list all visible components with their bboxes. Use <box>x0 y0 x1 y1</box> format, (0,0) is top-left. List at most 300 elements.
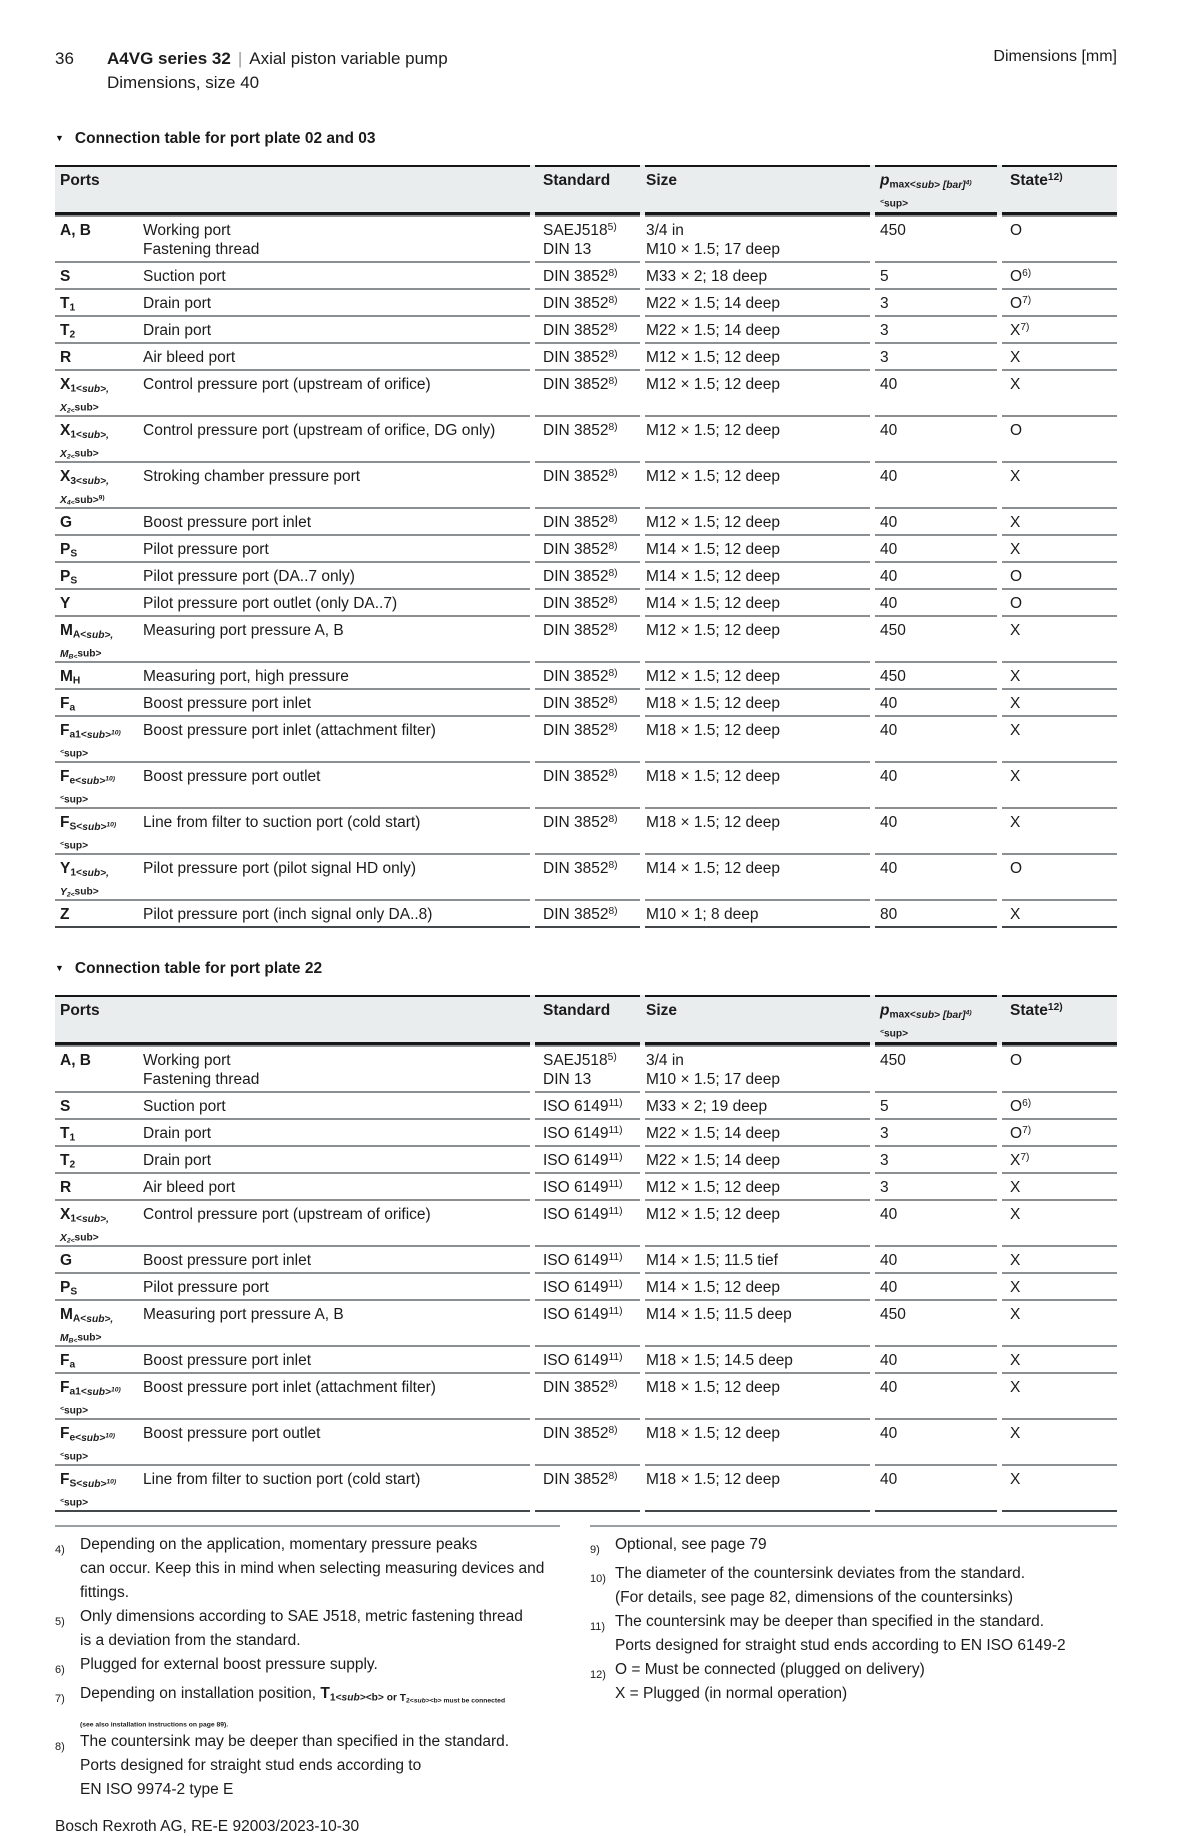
size-cell: M14 × 1.5; 11.5 deep <box>645 1299 870 1345</box>
port-label: $F_{a1<sub>^{10)<}sup>}$ <box>60 1379 121 1417</box>
pmax-cell: 40 <box>875 588 997 615</box>
connection-table-22 <box>55 995 1117 1512</box>
port-description: Boost pressure port inlet <box>143 1252 312 1269</box>
footnote-text: O = Must be connected (plugged on delivery) X = Plugged (in normal operation) <box>615 1661 925 1702</box>
state-cell: O <box>1002 215 1117 261</box>
footnote-item <box>55 1730 560 1802</box>
footnote-item <box>590 1658 1117 1706</box>
state-cell: $O^{6)}$ <box>1002 1091 1117 1118</box>
state-cell: X <box>1002 507 1117 534</box>
col-header-size: Size <box>645 995 870 1045</box>
port-label: S <box>60 268 71 285</box>
footnote-text: Only dimensions according to SAE J518, metric fastening thread is a deviation from the standard. <box>80 1608 523 1649</box>
standard-cell: DIN 3852$^{8)}$ <box>535 661 640 688</box>
footnotes-right-column <box>590 1525 1117 1802</box>
size-cell: M14 × 1.5; 12 deep <box>645 853 870 899</box>
footnote-text: The diameter of the countersink deviates from the standard. (For details, see page 82, dimensions of the countersinks) <box>615 1565 1026 1606</box>
port-description-cell <box>55 1045 530 1091</box>
size-cell: M14 × 1.5; 12 deep <box>645 561 870 588</box>
col-header-standard: Standard <box>535 995 640 1045</box>
pmax-cell: 40 <box>875 1345 997 1372</box>
standard-cell: ISO 6149$^{11)}$ <box>535 1145 640 1172</box>
footnotes-left-column <box>55 1525 560 1802</box>
standard-cell: ISO 6149$^{11)}$ <box>535 1245 640 1272</box>
standard-cell: DIN 3852$^{8)}$ <box>535 461 640 507</box>
port-label: $P_S$ <box>60 541 78 560</box>
connection-table-02-03 <box>55 165 1117 928</box>
size-cell: M12 × 1.5; 12 deep <box>645 661 870 688</box>
footnote-text: Depending on the application, momentary pressure peaks can occur. Keep this in mind when selecting measuring devices and fittings. <box>80 1536 545 1601</box>
standard-cell: DIN 3852$^{8)}$ <box>535 688 640 715</box>
standard-cell: DIN 3852$^{8)}$ <box>535 761 640 807</box>
table-row <box>55 807 1117 853</box>
port-description-cell <box>55 342 530 369</box>
footnote-text: The countersink may be deeper than specified in the standard. Ports designed for straight stud ends according to EN ISO 6149-2 <box>615 1613 1066 1654</box>
table-row <box>55 1464 1117 1512</box>
state-cell: X <box>1002 1272 1117 1299</box>
state-cell: X <box>1002 807 1117 853</box>
port-label: $X_{1<sub>, X_{2<}sub>}$ <box>60 422 109 461</box>
footnote-id: 6) <box>55 1664 65 1676</box>
footnote-id: 4) <box>55 1544 65 1556</box>
port-description: Pilot pressure port (inch signal only DA..8) <box>143 906 433 923</box>
port-label: $X_{1<sub>, X_{2<}sub>}$ <box>60 376 109 415</box>
col-header-pmax: $p_{max<sub> [bar]^{4)<}sup>}$ <box>875 995 997 1045</box>
col-header-pmax: $p_{max<sub> [bar]^{4)<}sup>}$ <box>875 165 997 215</box>
port-description: Control pressure port (upstream of orifice, DG only) <box>143 422 496 439</box>
pmax-cell: 40 <box>875 507 997 534</box>
size-cell: M12 × 1.5; 12 deep <box>645 615 870 661</box>
standard-cell: DIN 3852$^{8)}$ <box>535 1418 640 1464</box>
pmax-cell: 5 <box>875 1091 997 1118</box>
footnote-id: 9) <box>590 1544 600 1556</box>
standard-cell: DIN 3852$^{8)}$ <box>535 415 640 461</box>
port-description-cell <box>55 1345 530 1372</box>
state-cell: $O^{7)}$ <box>1002 1118 1117 1145</box>
port-description-cell <box>55 1091 530 1118</box>
port-description: Measuring port pressure A, B <box>143 1306 344 1323</box>
pmax-cell: 40 <box>875 369 997 415</box>
section-heading: Connection table for port plate 22 <box>74 960 323 977</box>
col-header-state: State$^{12)}$ <box>1002 995 1117 1045</box>
size-cell: 3/4 in M10 × 1.5; 17 deep <box>645 215 870 261</box>
standard-cell: ISO 6149$^{11)}$ <box>535 1091 640 1118</box>
footnote-item <box>590 1610 1117 1658</box>
triangle-marker-icon: ▼ <box>55 963 64 973</box>
state-cell: X <box>1002 715 1117 761</box>
size-cell: M18 × 1.5; 14.5 deep <box>645 1345 870 1372</box>
port-label: A, B <box>60 1052 91 1069</box>
state-cell: O <box>1002 853 1117 899</box>
size-cell: M12 × 1.5; 12 deep <box>645 1172 870 1199</box>
pmax-cell: 40 <box>875 461 997 507</box>
pmax-cell: 450 <box>875 615 997 661</box>
port-label: G <box>60 1252 73 1269</box>
port-description-cell <box>55 288 530 315</box>
size-cell: M12 × 1.5; 12 deep <box>645 507 870 534</box>
col-header-ports: Ports <box>55 995 530 1045</box>
port-description: Measuring port, high pressure <box>143 668 349 685</box>
port-description: Working port Fastening thread <box>143 222 260 258</box>
port-description-cell <box>55 1464 530 1512</box>
standard-cell: ISO 6149$^{11)}$ <box>535 1199 640 1245</box>
footnote-id: 7) <box>55 1693 65 1705</box>
port-description: Air bleed port <box>143 1179 236 1196</box>
pmax-cell: 5 <box>875 261 997 288</box>
pmax-cell: 40 <box>875 807 997 853</box>
size-cell: M22 × 1.5; 14 deep <box>645 1118 870 1145</box>
pmax-cell: 40 <box>875 715 997 761</box>
footnote-item <box>55 1682 560 1730</box>
state-cell: O <box>1002 561 1117 588</box>
pmax-cell: 3 <box>875 1172 997 1199</box>
size-cell: M12 × 1.5; 12 deep <box>645 1199 870 1245</box>
pmax-cell: 40 <box>875 853 997 899</box>
size-cell: M12 × 1.5; 12 deep <box>645 461 870 507</box>
state-cell: X <box>1002 899 1117 928</box>
port-description: Suction port <box>143 1098 226 1115</box>
port-label: $X_{3<sub>, X_{4<}sub>^{9)}}$ <box>60 468 109 507</box>
standard-cell: DIN 3852$^{8)}$ <box>535 507 640 534</box>
state-cell: $O^{6)}$ <box>1002 261 1117 288</box>
standard-cell: DIN 3852$^{8)}$ <box>535 807 640 853</box>
port-description-cell <box>55 534 530 561</box>
port-label: $T_2$ <box>60 1152 76 1171</box>
table-row <box>55 315 1117 342</box>
size-cell: M14 × 1.5; 12 deep <box>645 588 870 615</box>
table-row <box>55 1299 1117 1345</box>
port-description: Suction port <box>143 268 226 285</box>
port-label: $F_a$ <box>60 695 76 714</box>
footnote-id: 10) <box>590 1573 606 1585</box>
state-cell: X <box>1002 688 1117 715</box>
size-cell: M18 × 1.5; 12 deep <box>645 761 870 807</box>
port-label: Y <box>60 595 71 612</box>
port-label: $T_1$ <box>60 1125 76 1144</box>
table-row <box>55 761 1117 807</box>
standard-cell: DIN 3852$^{8)}$ <box>535 315 640 342</box>
col-header-state: State$^{12)}$ <box>1002 165 1117 215</box>
page-number: 36 <box>55 49 74 68</box>
port-description-cell <box>55 588 530 615</box>
product-description: Axial piston variable pump <box>249 49 448 68</box>
port-description: Boost pressure port outlet <box>143 768 321 785</box>
standard-cell: DIN 3852$^{8)}$ <box>535 615 640 661</box>
state-cell: $X^{7)}$ <box>1002 315 1117 342</box>
pmax-cell: 40 <box>875 534 997 561</box>
state-cell: X <box>1002 1418 1117 1464</box>
footnote-id: 5) <box>55 1616 65 1628</box>
table-row <box>55 415 1117 461</box>
port-description: Drain port <box>143 1152 212 1169</box>
pmax-cell: 3 <box>875 1145 997 1172</box>
port-description-cell <box>55 315 530 342</box>
standard-cell: DIN 3852$^{8)}$ <box>535 715 640 761</box>
dimensions-unit-label: Dimensions [mm] <box>993 48 1117 65</box>
port-description-cell <box>55 507 530 534</box>
footnote-item <box>55 1605 560 1653</box>
pmax-cell: 450 <box>875 1045 997 1091</box>
port-description: Working port Fastening thread <box>143 1052 260 1088</box>
port-description-cell <box>55 1272 530 1299</box>
standard-cell: DIN 3852$^{8)}$ <box>535 369 640 415</box>
table-row <box>55 1118 1117 1145</box>
table-row <box>55 661 1117 688</box>
state-cell: X <box>1002 534 1117 561</box>
col-header-ports: Ports <box>55 165 530 215</box>
state-cell: X <box>1002 369 1117 415</box>
footnote-item <box>590 1562 1117 1610</box>
port-label: $P_S$ <box>60 568 78 587</box>
page-header <box>55 0 1117 94</box>
port-description-cell <box>55 261 530 288</box>
port-label: $M_{A<sub>, M_{B<}sub>}$ <box>60 1306 114 1345</box>
port-label: $Y_{1<sub>, Y_{2<}sub>}$ <box>60 860 109 899</box>
port-label: $F_{S<sub>^{10)<}sup>}$ <box>60 814 117 852</box>
port-description: Boost pressure port inlet (attachment filter) <box>143 1379 436 1396</box>
table-row <box>55 561 1117 588</box>
size-cell: M18 × 1.5; 12 deep <box>645 715 870 761</box>
state-cell: O <box>1002 1045 1117 1091</box>
port-description-cell <box>55 461 530 507</box>
section-title-port-plate-02-03 <box>55 130 1117 148</box>
port-description-cell <box>55 561 530 588</box>
port-description-cell <box>55 215 530 261</box>
port-description-cell <box>55 715 530 761</box>
port-description: Air bleed port <box>143 349 236 366</box>
pmax-cell: 40 <box>875 1464 997 1512</box>
port-description-cell <box>55 1199 530 1245</box>
state-cell: X <box>1002 461 1117 507</box>
port-description-cell <box>55 853 530 899</box>
footnote-text: Plugged for external boost pressure supply. <box>80 1656 378 1673</box>
port-label: $F_a$ <box>60 1352 76 1371</box>
port-label: Z <box>60 906 70 923</box>
standard-cell: DIN 3852$^{8)}$ <box>535 288 640 315</box>
size-cell: M22 × 1.5; 14 deep <box>645 315 870 342</box>
standard-cell: DIN 3852$^{8)}$ <box>535 261 640 288</box>
footnote-item <box>55 1533 560 1605</box>
port-description-cell <box>55 688 530 715</box>
table-row <box>55 899 1117 928</box>
size-cell: M22 × 1.5; 14 deep <box>645 1145 870 1172</box>
state-cell: X <box>1002 1245 1117 1272</box>
port-label: $T_2$ <box>60 322 76 341</box>
table-row <box>55 215 1117 261</box>
port-description-cell <box>55 761 530 807</box>
port-label: $M_H$ <box>60 668 81 687</box>
standard-cell: SAEJ518$^{5)}$ DIN 13 <box>535 215 640 261</box>
col-header-size: Size <box>645 165 870 215</box>
pmax-cell: 40 <box>875 1199 997 1245</box>
footnote-id: 12) <box>590 1669 606 1681</box>
standard-cell: DIN 3852$^{8)}$ <box>535 853 640 899</box>
footnote-id: 11) <box>590 1621 606 1633</box>
table-row <box>55 1045 1117 1091</box>
footnote-text: Optional, see page 79 <box>615 1536 767 1553</box>
port-description-cell <box>55 1172 530 1199</box>
product-name: A4VG series 32 <box>107 49 231 68</box>
table-row <box>55 288 1117 315</box>
table-row <box>55 1172 1117 1199</box>
pmax-cell: 40 <box>875 1245 997 1272</box>
table-row <box>55 688 1117 715</box>
footnote-item <box>590 1533 1117 1562</box>
port-description-cell <box>55 1372 530 1418</box>
port-description: Pilot pressure port <box>143 1279 269 1296</box>
port-description-cell <box>55 369 530 415</box>
pmax-cell: 40 <box>875 1272 997 1299</box>
standard-cell: DIN 3852$^{8)}$ <box>535 588 640 615</box>
table-row <box>55 261 1117 288</box>
port-label: R <box>60 1179 72 1196</box>
pmax-cell: 450 <box>875 215 997 261</box>
state-cell: $X^{7)}$ <box>1002 1145 1117 1172</box>
port-label: $F_{e<sub>^{10)<}sup>}$ <box>60 1425 116 1463</box>
table-row <box>55 1418 1117 1464</box>
port-description: Drain port <box>143 322 212 339</box>
table-row <box>55 588 1117 615</box>
standard-cell: ISO 6149$^{11)}$ <box>535 1172 640 1199</box>
port-description: Control pressure port (upstream of orifice) <box>143 1206 431 1223</box>
table-row <box>55 615 1117 661</box>
port-description: Stroking chamber pressure port <box>143 468 361 485</box>
table-row <box>55 1345 1117 1372</box>
table-header-row <box>55 165 1117 215</box>
port-description: Pilot pressure port outlet (only DA..7) <box>143 595 398 612</box>
port-description-cell <box>55 899 530 928</box>
size-cell: M14 × 1.5; 12 deep <box>645 1272 870 1299</box>
state-cell: X <box>1002 615 1117 661</box>
pmax-cell: 40 <box>875 688 997 715</box>
standard-cell: DIN 3852$^{8)}$ <box>535 342 640 369</box>
pmax-cell: 40 <box>875 415 997 461</box>
port-description-cell <box>55 1299 530 1345</box>
standard-cell: ISO 6149$^{11)}$ <box>535 1272 640 1299</box>
port-description: Drain port <box>143 1125 212 1142</box>
table-row <box>55 342 1117 369</box>
standard-cell: DIN 3852$^{8)}$ <box>535 534 640 561</box>
table-row <box>55 1199 1117 1245</box>
port-description: Pilot pressure port <box>143 541 269 558</box>
port-description-cell <box>55 807 530 853</box>
footnote-text: Depending on installation position, $T_{1<sub><b> or T_{2<sub><b> must be connected (see also installation instructions on page 89).}}$ <box>80 1685 506 1729</box>
table-row <box>55 534 1117 561</box>
table-row <box>55 369 1117 415</box>
pmax-cell: 3 <box>875 1118 997 1145</box>
pmax-cell: 3 <box>875 315 997 342</box>
standard-cell: DIN 3852$^{8)}$ <box>535 1372 640 1418</box>
table-row <box>55 507 1117 534</box>
pmax-cell: 40 <box>875 561 997 588</box>
header-divider: | <box>237 49 243 68</box>
state-cell: O <box>1002 588 1117 615</box>
table-row <box>55 715 1117 761</box>
size-cell: M12 × 1.5; 12 deep <box>645 415 870 461</box>
port-label: A, B <box>60 222 91 239</box>
size-cell: M14 × 1.5; 12 deep <box>645 534 870 561</box>
section-title-port-plate-22 <box>55 960 1117 978</box>
size-cell: M12 × 1.5; 12 deep <box>645 369 870 415</box>
state-cell: X <box>1002 1172 1117 1199</box>
pmax-cell: 3 <box>875 342 997 369</box>
col-header-standard: Standard <box>535 165 640 215</box>
state-cell: X <box>1002 661 1117 688</box>
state-cell: X <box>1002 761 1117 807</box>
size-cell: M10 × 1; 8 deep <box>645 899 870 928</box>
port-description-cell <box>55 1418 530 1464</box>
standard-cell: DIN 3852$^{8)}$ <box>535 1464 640 1512</box>
table-row <box>55 1245 1117 1272</box>
pmax-cell: 450 <box>875 661 997 688</box>
footnote-id: 8) <box>55 1741 65 1753</box>
table-header-row <box>55 995 1117 1045</box>
port-description: Line from filter to suction port (cold start) <box>143 814 421 831</box>
port-description: Boost pressure port inlet <box>143 514 312 531</box>
port-label: $F_{a1<sub>^{10)<}sup>}$ <box>60 722 121 760</box>
port-label: R <box>60 349 72 366</box>
size-cell: M12 × 1.5; 12 deep <box>645 342 870 369</box>
size-cell: M18 × 1.5; 12 deep <box>645 688 870 715</box>
page-footer: Bosch Rexroth AG, RE-E 92003/2023-10-30 <box>55 1818 360 1835</box>
state-cell: O <box>1002 415 1117 461</box>
standard-cell: DIN 3852$^{8)}$ <box>535 899 640 928</box>
port-label: $P_S$ <box>60 1279 78 1298</box>
standard-cell: ISO 6149$^{11)}$ <box>535 1345 640 1372</box>
standard-cell: DIN 3852$^{8)}$ <box>535 561 640 588</box>
state-cell: $O^{7)}$ <box>1002 288 1117 315</box>
port-label: $T_1$ <box>60 295 76 314</box>
standard-cell: SAEJ518$^{5)}$ DIN 13 <box>535 1045 640 1091</box>
table-row <box>55 461 1117 507</box>
size-cell: M18 × 1.5; 12 deep <box>645 1464 870 1512</box>
state-cell: X <box>1002 1299 1117 1345</box>
standard-cell: ISO 6149$^{11)}$ <box>535 1299 640 1345</box>
port-description: Line from filter to suction port (cold start) <box>143 1471 421 1488</box>
pmax-cell: 40 <box>875 761 997 807</box>
state-cell: X <box>1002 342 1117 369</box>
port-description: Pilot pressure port (DA..7 only) <box>143 568 355 585</box>
standard-cell: ISO 6149$^{11)}$ <box>535 1118 640 1145</box>
port-description-cell <box>55 1145 530 1172</box>
pmax-cell: 450 <box>875 1299 997 1345</box>
port-description-cell <box>55 661 530 688</box>
triangle-marker-icon: ▼ <box>55 133 64 143</box>
table-row <box>55 1372 1117 1418</box>
port-label: S <box>60 1098 71 1115</box>
port-description-cell <box>55 1118 530 1145</box>
size-cell: M14 × 1.5; 11.5 tief <box>645 1245 870 1272</box>
section-heading: Connection table for port plate 02 and 03 <box>74 130 376 147</box>
port-description: Boost pressure port inlet <box>143 1352 312 1369</box>
port-description: Boost pressure port inlet <box>143 695 312 712</box>
footnote-item <box>55 1653 560 1682</box>
pmax-cell: 3 <box>875 288 997 315</box>
pmax-cell: 40 <box>875 1418 997 1464</box>
state-cell: X <box>1002 1345 1117 1372</box>
size-cell: M33 × 2; 18 deep <box>645 261 870 288</box>
footnote-text: The countersink may be deeper than specified in the standard. Ports designed for straight stud ends according to EN ISO 9974-2 type E <box>80 1733 510 1798</box>
size-cell: M18 × 1.5; 12 deep <box>645 1372 870 1418</box>
port-description: Boost pressure port inlet (attachment filter) <box>143 722 436 739</box>
port-description: Measuring port pressure A, B <box>143 622 344 639</box>
port-description: Pilot pressure port (pilot signal HD only) <box>143 860 417 877</box>
size-cell: M18 × 1.5; 12 deep <box>645 1418 870 1464</box>
table-row <box>55 1145 1117 1172</box>
pmax-cell: 40 <box>875 1372 997 1418</box>
port-description-cell <box>55 615 530 661</box>
footnotes <box>55 1525 1117 1802</box>
